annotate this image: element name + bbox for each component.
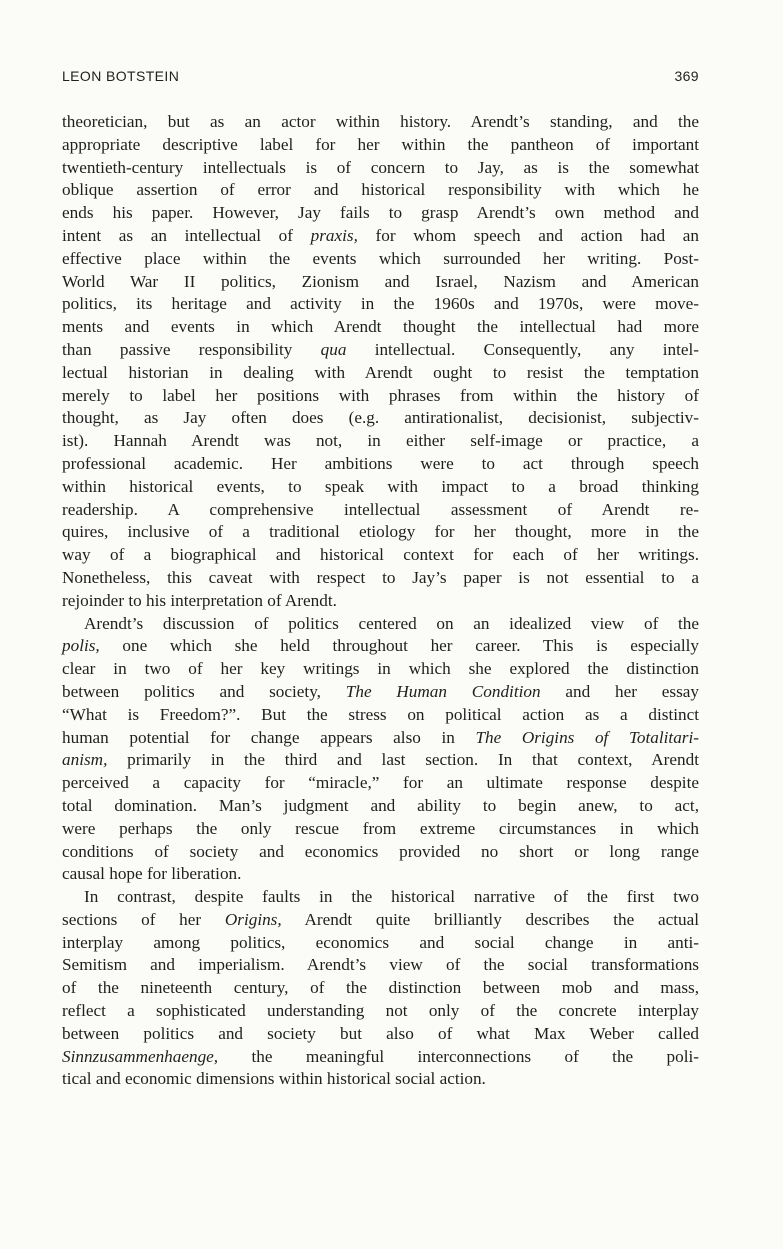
text-line (62, 225, 699, 248)
text-span: In contrast, despite faults in the historical narrative of the first two (84, 887, 699, 907)
text-span: effective place within the events which surrounded her writing. Post- (62, 248, 699, 268)
italic-span: anism, (62, 750, 108, 770)
paragraph (62, 613, 699, 887)
text-line (62, 795, 699, 818)
text-line (62, 362, 699, 385)
text-line (62, 727, 699, 750)
text-span: the meaningful interconnections of the poli- (218, 1046, 699, 1066)
text-line (62, 202, 699, 225)
text-span: rejoinder to his interpretation of Arendt. (62, 590, 337, 610)
text-span: Arendt quite brilliantly describes the actual (281, 909, 699, 929)
text-span: clear in two of her key writings in which she explored the distinction (62, 659, 699, 679)
text-line (62, 772, 699, 795)
text-span: appropriate descriptive label for her within the pantheon of important (62, 134, 699, 154)
text-line (62, 1046, 699, 1069)
text-line (62, 339, 699, 362)
text-span: intellectual. Consequently, any intel- (346, 339, 699, 359)
text-span: lectual historian in dealing with Arendt ought to resist the temptation (62, 362, 699, 382)
text-span: twentieth-century intellectuals is of concern to Jay, as is the somewhat (62, 157, 699, 177)
italic-span: Sinnzusammenhaenge, (62, 1046, 219, 1066)
text-line (62, 179, 699, 202)
text-span: thought, as Jay often does (e.g. antirationalist, decisionist, subjectiv- (62, 408, 699, 428)
text-line (62, 681, 699, 704)
text-line (62, 134, 699, 157)
italic-span: The Origins of Totalitari- (475, 727, 699, 747)
text-span: perceived a capacity for “miracle,” for an ultimate response despite (62, 773, 699, 793)
running-head (62, 68, 699, 90)
text-line (62, 818, 699, 841)
text-span: interplay among politics, economics and social change in anti- (62, 932, 699, 952)
text-span: Arendt’s discussion of politics centered on an idealized view of the (84, 613, 699, 633)
italic-span: qua (320, 339, 347, 359)
text-line (62, 157, 699, 180)
text-span: ends his paper. However, Jay fails to grasp Arendt’s own method and (62, 203, 699, 223)
text-line (62, 430, 699, 453)
text-line (62, 544, 699, 567)
text-line (62, 293, 699, 316)
text-span: Semitism and imperialism. Arendt’s view of the social transformations (62, 955, 699, 975)
text-span: intent as an intellectual of (62, 225, 311, 245)
italic-span: polis, (62, 636, 100, 656)
italic-span: Origins, (224, 909, 282, 929)
text-line (62, 909, 699, 932)
italic-span: praxis, (310, 225, 358, 245)
running-head-author: LEON BOTSTEIN (62, 68, 180, 84)
body-text (62, 111, 699, 1091)
text-line (62, 886, 699, 909)
text-line (62, 1023, 699, 1046)
text-line (62, 476, 699, 499)
text-span: total domination. Man’s judgment and ability to begin anew, to act, (62, 795, 699, 815)
text-span: between politics and society but also of what Max Weber called (62, 1023, 699, 1043)
text-span: conditions of society and economics provided no short or long range (62, 841, 699, 861)
text-span: professional academic. Her ambitions were to act through speech (62, 453, 699, 473)
text-span: politics, its heritage and activity in the 1960s and 1970s, were move- (62, 294, 699, 314)
text-span: primarily in the third and last section. In that context, Arendt (107, 750, 699, 770)
text-line (62, 658, 699, 681)
text-span: between politics and society, (62, 681, 346, 701)
text-span: within historical events, to speak with impact to a broad thinking (62, 476, 699, 496)
text-line (62, 863, 699, 886)
text-line (62, 111, 699, 134)
text-span: of the nineteenth century, of the distinction between mob and mass, (62, 978, 699, 998)
text-line (62, 521, 699, 544)
text-line (62, 932, 699, 955)
text-line (62, 749, 699, 772)
text-line (62, 453, 699, 476)
text-line (62, 248, 699, 271)
text-span: ments and events in which Arendt thought the intellectual had more (62, 317, 699, 337)
text-line (62, 385, 699, 408)
text-span: theoretician, but as an actor within history. Arendt’s standing, and the (62, 112, 699, 131)
italic-span: The Human Condition (345, 681, 541, 701)
text-span: readership. A comprehensive intellectual assessment of Arendt re- (62, 499, 699, 519)
text-span: quires, inclusive of a traditional etiology for her thought, more in the (62, 522, 699, 542)
page-number: 369 (674, 68, 699, 84)
text-span: causal hope for liberation. (62, 864, 242, 884)
text-line (62, 271, 699, 294)
text-span: oblique assertion of error and historical responsibility with which he (62, 180, 699, 200)
paragraph (62, 886, 699, 1091)
text-line (62, 977, 699, 1000)
paragraph (62, 111, 699, 613)
text-line (62, 841, 699, 864)
text-span: and her essay (540, 681, 700, 701)
text-span: ist). Hannah Arendt was not, in either self-image or practice, a (62, 431, 699, 451)
text-line (62, 1000, 699, 1023)
text-span: reflect a sophisticated understanding not only of the concrete interplay (62, 1001, 699, 1021)
text-span: Nonetheless, this caveat with respect to Jay’s paper is not essential to a (62, 567, 699, 587)
text-span: sections of her (62, 909, 225, 929)
text-line (62, 590, 699, 613)
text-span: were perhaps the only rescue from extreme circumstances in which (62, 818, 699, 838)
text-line (62, 316, 699, 339)
text-span: “What is Freedom?”. But the stress on political action as a distinct (62, 704, 699, 724)
text-span: way of a biographical and historical context for each of her writings. (62, 545, 699, 565)
text-span: World War II politics, Zionism and Israel, Nazism and American (62, 271, 699, 291)
text-line (62, 613, 699, 636)
text-span: tical and economic dimensions within historical social action. (62, 1069, 486, 1089)
text-line (62, 635, 699, 658)
text-span: merely to label her positions with phrases from within the history of (62, 385, 699, 405)
text-line (62, 954, 699, 977)
text-line (62, 407, 699, 430)
text-line (62, 1068, 699, 1091)
text-span: than passive responsibility (62, 339, 321, 359)
text-span: human potential for change appears also in (62, 727, 476, 747)
text-span: for whom speech and action had an (357, 225, 700, 245)
text-line (62, 499, 699, 522)
text-line (62, 567, 699, 590)
text-line (62, 704, 699, 727)
text-span: one which she held throughout her career. This is especially (99, 636, 699, 656)
